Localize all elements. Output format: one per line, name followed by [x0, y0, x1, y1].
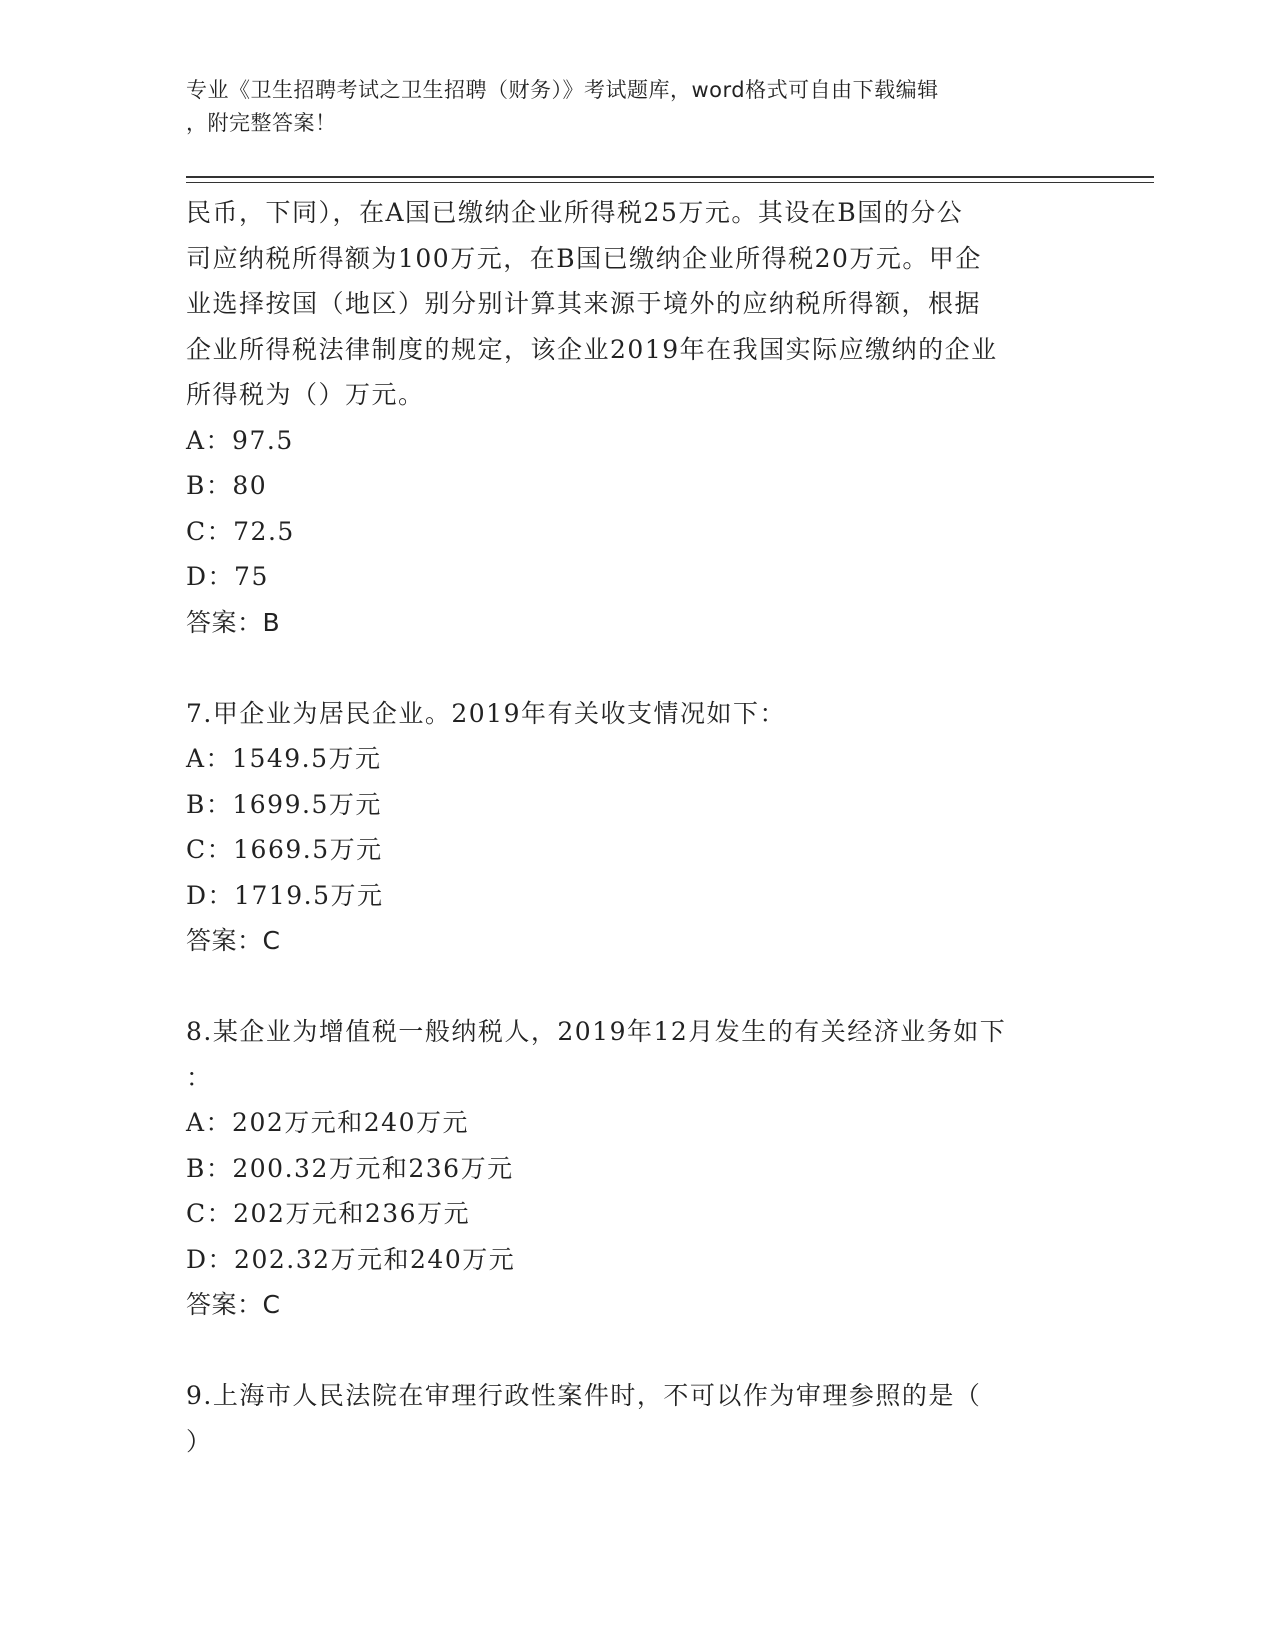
answer: 答案：C [186, 926, 281, 955]
question-stem-line: 民币，下同），在A国已缴纳企业所得税25万元。其设在B国的分公 [186, 198, 964, 227]
question-list [186, 190, 1086, 1464]
question-stem-line: 7.甲企业为居民企业。2019年有关收支情况如下： [186, 698, 786, 728]
question-stem-line: 8.某企业为增值税一般纳税人，2019年12月发生的有关经济业务如下 [186, 1017, 1007, 1046]
option-b: B：200.32万元和236万元 [186, 1153, 514, 1183]
question-stem-line: 司应纳税所得额为100万元，在B国已缴纳企业所得税20万元。甲企 [186, 243, 982, 273]
question-8 [186, 1009, 1086, 1328]
option-b: B：80 [186, 471, 268, 500]
option-a: A：202万元和240万元 [186, 1108, 469, 1137]
answer: 答案：C [186, 1290, 281, 1319]
option-d: D：202.32万元和240万元 [186, 1244, 516, 1274]
question-7 [186, 691, 1086, 964]
option-a: A：1549.5万元 [186, 744, 382, 773]
option-c: C：1669.5万元 [186, 835, 383, 864]
header-line-1: 专业《卫生招聘考试之卫生招聘（财务）》考试题库，word格式可自由下载编辑 [186, 78, 939, 102]
header-rule-thick [186, 176, 1154, 178]
document-header [186, 74, 1066, 140]
question-stem-line: 企业所得税法律制度的规定，该企业2019年在我国实际应缴纳的企业 [186, 334, 998, 364]
option-a: A：97.5 [186, 425, 294, 455]
answer: 答案：B [186, 607, 281, 637]
question-stem-line: 业选择按国（地区）别分别计算其来源于境外的应纳税所得额，根据 [186, 289, 982, 318]
option-c: C：72.5 [186, 516, 295, 546]
question-stem-line: ： [186, 1062, 213, 1092]
spacer [186, 964, 1086, 1010]
spacer [186, 1328, 1086, 1374]
question-6 [186, 190, 1086, 645]
option-c: C：202万元和236万元 [186, 1199, 471, 1228]
question-9 [186, 1373, 1086, 1464]
question-stem-line: 所得税为（）万元。 [186, 380, 425, 409]
header-line-2: ，附完整答案！ [186, 111, 337, 135]
question-stem-line: 9.上海市人民法院在审理行政性案件时，不可以作为审理参照的是（ [186, 1381, 982, 1410]
header-rule-thin [186, 182, 1154, 183]
spacer [186, 645, 1086, 691]
question-stem-line: ） [186, 1426, 213, 1456]
option-d: D：1719.5万元 [186, 880, 384, 910]
option-b: B：1699.5万元 [186, 789, 382, 819]
option-d: D：75 [186, 562, 269, 591]
